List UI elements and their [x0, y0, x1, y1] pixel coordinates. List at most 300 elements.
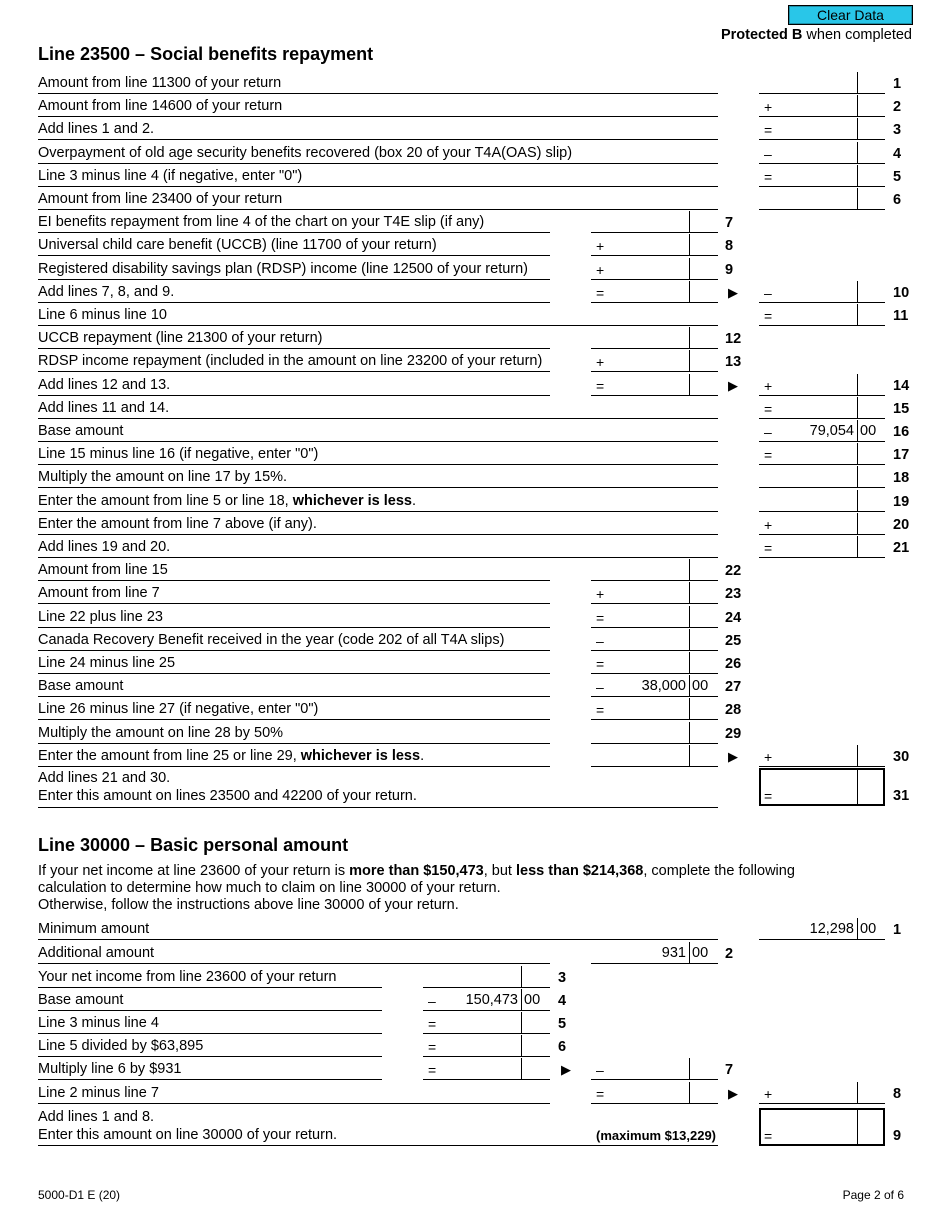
field-underline — [759, 209, 885, 210]
line-30-row-carry-field[interactable] — [759, 745, 885, 767]
field-underline — [591, 1079, 718, 1080]
label-underline — [38, 139, 718, 140]
line-15-row-amount-field[interactable] — [759, 397, 885, 419]
line-13-row-amount-field[interactable] — [591, 350, 718, 372]
line-number: 3 — [893, 122, 902, 138]
line-number: 7 — [725, 1062, 734, 1078]
row-label: Base amount — [38, 678, 124, 694]
cents-divider — [689, 722, 690, 743]
line-number: 2 — [893, 99, 902, 115]
operator-sign: – — [764, 424, 772, 440]
row-label: EI benefits repayment from line 4 of the chart on your T4E slip (if any) — [38, 214, 485, 230]
operator-sign: – — [596, 679, 604, 695]
operator-sign: – — [428, 993, 436, 1009]
cents-divider — [521, 989, 522, 1010]
row-label: Line 15 minus line 16 (if negative, enter "0") — [38, 446, 319, 462]
field-underline — [591, 696, 718, 697]
cents-divider — [689, 582, 690, 603]
cents-divider — [689, 652, 690, 673]
label-underline — [38, 1056, 382, 1057]
operator-sign: = — [764, 122, 773, 138]
row-label: Enter the amount from line 7 above (if any). — [38, 516, 317, 532]
label-emphasis: whichever is less — [300, 748, 421, 764]
field-underline — [591, 1103, 718, 1104]
field-underline — [759, 1103, 885, 1104]
bpa-line-3-row-amount-field[interactable] — [423, 966, 550, 988]
label-underline — [38, 766, 550, 767]
row-label: Add lines 12 and 13. — [38, 377, 171, 393]
line-number: 14 — [893, 378, 910, 394]
field-underline — [759, 116, 885, 117]
label-underline — [38, 441, 718, 442]
cents-divider — [857, 770, 858, 804]
field-underline — [591, 395, 718, 396]
cents-divider — [857, 142, 858, 163]
cents-divider — [857, 72, 858, 93]
field-underline — [759, 534, 885, 535]
cents-divider — [689, 745, 690, 766]
label-underline — [38, 580, 550, 581]
row-label: Line 3 minus line 4 (if negative, enter "0") — [38, 168, 303, 184]
cents-divider — [521, 966, 522, 987]
line-number: 21 — [893, 540, 910, 556]
label-part: Enter the amount from line 5 or line 18, — [38, 493, 293, 509]
label-underline — [38, 255, 550, 256]
cents-divider — [689, 374, 690, 395]
line-9-row-amount-field[interactable] — [591, 258, 718, 280]
line-5-row-amount-field[interactable] — [759, 165, 885, 187]
line-number: 5 — [558, 1016, 567, 1032]
field-underline — [591, 232, 718, 233]
operator-sign: = — [764, 540, 773, 556]
cents-divider — [857, 745, 858, 766]
label-underline — [38, 302, 550, 303]
row-label: Enter this amount on line 30000 of your return. — [38, 1127, 338, 1143]
line-14-row-carry-field[interactable] — [759, 374, 885, 396]
row-label: Amount from line 11300 of your return — [38, 75, 282, 91]
row-label: Line 3 minus line 4 — [38, 1015, 159, 1031]
amount-dollars: 150,473 — [465, 992, 518, 1008]
amount-dollars: 79,054 — [809, 423, 854, 439]
cents-divider — [521, 1058, 522, 1079]
field-underline — [759, 557, 885, 558]
amount-cents: 00 — [860, 921, 877, 937]
operator-sign: = — [596, 1086, 605, 1102]
bpa-line-8-row-amount-field[interactable] — [591, 1082, 718, 1104]
cents-divider — [689, 629, 690, 650]
operator-sign: = — [764, 308, 773, 324]
label-underline — [38, 487, 718, 488]
line-1-row-amount-field[interactable] — [759, 72, 885, 94]
label-underline — [38, 163, 718, 164]
line-number: 7 — [725, 215, 734, 231]
field-underline — [423, 1010, 550, 1011]
label-underline — [38, 627, 550, 628]
field-underline — [591, 963, 718, 964]
label-underline — [38, 348, 550, 349]
row-label: Add lines 1 and 8. — [38, 1109, 155, 1125]
row-label: Multiply the amount on line 28 by 50% — [38, 725, 284, 741]
field-underline — [759, 441, 885, 442]
field-underline — [759, 139, 885, 140]
operator-sign: = — [596, 285, 605, 301]
line-30-row-amount-field[interactable] — [591, 745, 718, 767]
bpa-line-8-row-carry-field[interactable] — [759, 1082, 885, 1104]
bpa-line-7-row-amount-field[interactable] — [423, 1058, 550, 1080]
cents-divider — [521, 1035, 522, 1056]
amount-dollars: 38,000 — [641, 678, 686, 694]
line-25-row-amount-field[interactable] — [591, 629, 718, 651]
operator-sign: = — [596, 610, 605, 626]
line-17-row-amount-field[interactable] — [759, 443, 885, 465]
label-underline — [38, 603, 550, 604]
row-label: Line 22 plus line 23 — [38, 609, 163, 625]
label-underline — [38, 464, 718, 465]
amount-cents: 00 — [692, 678, 709, 694]
row-label: Add lines 7, 8, and 9. — [38, 284, 175, 300]
field-underline — [759, 163, 885, 164]
line-14-row-amount-field[interactable] — [591, 374, 718, 396]
field-underline — [591, 673, 718, 674]
arrow-right-icon: ▶ — [561, 1062, 571, 1077]
line-number: 29 — [725, 726, 742, 742]
cents-divider — [689, 350, 690, 371]
line-number: 28 — [725, 702, 742, 718]
operator-sign: + — [596, 238, 605, 254]
clear-data-button[interactable]: Clear Data — [788, 5, 913, 25]
row-label: Multiply the amount on line 17 by 15%. — [38, 469, 288, 485]
label-underline — [38, 1033, 382, 1034]
row-label — [38, 747, 424, 765]
row-label: Line 24 minus line 25 — [38, 655, 176, 671]
line-28-row-amount-field[interactable] — [591, 698, 718, 720]
label-underline — [38, 1010, 382, 1011]
section-title-line-23500: Line 23500 – Social benefits repayment — [38, 44, 374, 64]
row-label: Amount from line 7 — [38, 585, 160, 601]
cents-divider — [521, 1012, 522, 1033]
line-number: 12 — [725, 331, 742, 347]
field-underline — [591, 348, 718, 349]
line-number: 30 — [893, 749, 910, 765]
line-6-row-amount-field[interactable] — [759, 188, 885, 210]
cents-divider — [857, 281, 858, 302]
cents-divider — [857, 420, 858, 441]
operator-sign: = — [596, 656, 605, 672]
line-31-total-field[interactable] — [759, 768, 885, 806]
line-18-row-amount-field[interactable] — [759, 466, 885, 488]
label-underline — [38, 939, 718, 940]
row-label: Amount from line 14600 of your return — [38, 98, 283, 114]
line-21-row-amount-field[interactable] — [759, 536, 885, 558]
line-number: 18 — [893, 470, 910, 486]
equals-sign: = — [764, 1128, 773, 1144]
cents-divider — [689, 327, 690, 348]
cents-divider — [689, 606, 690, 627]
form-id: 5000-D1 E (20) — [38, 1188, 121, 1202]
line-11-row-amount-field[interactable] — [759, 304, 885, 326]
arrow-right-icon: ▶ — [728, 749, 738, 764]
operator-sign: + — [764, 378, 773, 394]
row-label: Additional amount — [38, 945, 155, 961]
label-underline — [38, 650, 550, 651]
operator-sign: = — [428, 1016, 437, 1032]
field-underline — [759, 93, 885, 94]
bpa-line-7-row-carry-field[interactable] — [591, 1058, 718, 1080]
line-26-row-amount-field[interactable] — [591, 652, 718, 674]
label-underline — [38, 325, 718, 326]
cents-divider — [857, 536, 858, 557]
field-underline — [423, 987, 550, 988]
row-label: Universal child care benefit (UCCB) (line 11700 of your return) — [38, 237, 437, 253]
cents-divider — [689, 1058, 690, 1079]
cents-divider — [689, 211, 690, 232]
field-underline — [591, 371, 718, 372]
label-underline — [38, 1079, 382, 1080]
page-number: Page 2 of 6 — [842, 1188, 904, 1202]
label-underline — [38, 557, 718, 558]
line-number: 1 — [893, 922, 902, 938]
arrow-right-icon: ▶ — [728, 1086, 738, 1101]
label-underline — [38, 279, 550, 280]
label-underline — [38, 1103, 550, 1104]
field-underline — [591, 650, 718, 651]
label-underline — [38, 743, 550, 744]
operator-sign: – — [596, 633, 604, 649]
row-label: Base amount — [38, 423, 124, 439]
arrow-right-icon: ▶ — [728, 378, 738, 393]
field-underline — [591, 302, 718, 303]
label-underline — [38, 209, 718, 210]
operator-sign: + — [764, 517, 773, 533]
label-emphasis: whichever is less — [292, 493, 412, 509]
line-19-row-amount-field[interactable] — [759, 490, 885, 512]
operator-sign: + — [764, 1086, 773, 1102]
line-number: 15 — [893, 401, 910, 417]
line-number: 20 — [893, 517, 910, 533]
operator-sign: – — [596, 1062, 604, 1078]
row-label: Overpayment of old age security benefits recovered (box 20 of your T4A(OAS) slip) — [38, 145, 573, 161]
bpa-line-5-row-amount-field[interactable] — [423, 1012, 550, 1034]
row-label: Amount from line 15 — [38, 562, 168, 578]
line-2-row-amount-field[interactable] — [759, 95, 885, 117]
operator-sign: = — [428, 1039, 437, 1055]
row-label: Add lines 1 and 2. — [38, 121, 155, 137]
line-number: 22 — [725, 563, 742, 579]
field-underline — [591, 627, 718, 628]
line-number: 8 — [725, 238, 734, 254]
cents-divider — [857, 397, 858, 418]
field-underline — [423, 1056, 550, 1057]
cents-divider — [689, 942, 690, 963]
cents-divider — [689, 559, 690, 580]
line-number: 6 — [558, 1039, 567, 1055]
row-label: Line 6 minus line 10 — [38, 307, 167, 323]
label-underline — [38, 418, 718, 419]
field-underline — [591, 766, 718, 767]
line-number: 25 — [725, 633, 742, 649]
row-label: Minimum amount — [38, 921, 150, 937]
line-number: 3 — [558, 970, 567, 986]
row-label: Enter this amount on lines 23500 and 42200 of your return. — [38, 788, 417, 804]
line-number: 9 — [725, 262, 734, 278]
line-8-row-amount-field[interactable] — [591, 234, 718, 256]
operator-sign: = — [596, 702, 605, 718]
line-10-row-amount-field[interactable] — [591, 281, 718, 303]
row-label: RDSP income repayment (included in the amount on line 23200 of your return) — [38, 353, 543, 369]
operator-sign: + — [764, 749, 773, 765]
cents-divider — [857, 918, 858, 939]
label-underline — [38, 186, 718, 187]
line-number: 4 — [893, 146, 902, 162]
line-number: 24 — [725, 610, 742, 626]
label-part: . — [412, 493, 417, 509]
label-underline — [38, 232, 550, 233]
field-underline — [759, 395, 885, 396]
operator-sign: + — [596, 354, 605, 370]
line-number: 27 — [725, 679, 742, 695]
line-number: 5 — [893, 169, 902, 185]
cents-divider — [857, 304, 858, 325]
row-label: Registered disability savings plan (RDSP) income (line 12500 of your return) — [38, 261, 529, 277]
line-number: 13 — [725, 354, 742, 370]
row-label: Canada Recovery Benefit received in the year (code 202 of all T4A slips) — [38, 632, 505, 648]
row-label: Line 26 minus line 27 (if negative, enter "0") — [38, 701, 319, 717]
cents-divider — [689, 234, 690, 255]
cents-divider — [689, 1082, 690, 1103]
row-label: Line 5 divided by $63,895 — [38, 1038, 204, 1054]
bpa-line-6-row-amount-field[interactable] — [423, 1035, 550, 1057]
operator-sign: = — [428, 1062, 437, 1078]
line-number: 1 — [893, 76, 902, 92]
amount-dollars: 931 — [661, 945, 686, 961]
operator-sign: = — [764, 401, 773, 417]
cents-divider — [857, 443, 858, 464]
cents-divider — [857, 466, 858, 487]
label-underline — [38, 696, 550, 697]
label-underline — [38, 511, 718, 512]
line-3-row-amount-field[interactable] — [759, 118, 885, 140]
line-24-row-amount-field[interactable] — [591, 606, 718, 628]
field-underline — [591, 743, 718, 744]
operator-sign: – — [764, 146, 772, 162]
cents-divider — [857, 1082, 858, 1103]
line-number: 6 — [893, 192, 902, 208]
line-number: 23 — [725, 586, 742, 602]
line-number: 17 — [893, 447, 910, 463]
row-label: Add lines 21 and 30. — [38, 770, 171, 786]
field-underline — [759, 186, 885, 187]
line-number: 2 — [725, 946, 734, 962]
field-underline — [759, 939, 885, 940]
cents-divider — [857, 95, 858, 116]
field-underline — [759, 325, 885, 326]
field-underline — [759, 511, 885, 512]
line-12-row-amount-field[interactable] — [591, 327, 718, 349]
amount-cents: 00 — [692, 945, 709, 961]
operator-sign: = — [764, 169, 773, 185]
line-20-row-amount-field[interactable] — [759, 513, 885, 535]
line-29-row-amount-field[interactable] — [591, 722, 718, 744]
operator-sign: + — [596, 586, 605, 602]
label-underline — [38, 116, 718, 117]
label-underline — [38, 963, 550, 964]
field-underline — [591, 719, 718, 720]
field-underline — [591, 279, 718, 280]
operator-sign: + — [764, 99, 773, 115]
label-underline — [38, 1145, 718, 1146]
line-number: 8 — [893, 1086, 902, 1102]
line-number: 19 — [893, 494, 910, 510]
line-10-row-carry-field[interactable] — [759, 281, 885, 303]
field-underline — [591, 603, 718, 604]
label-underline — [38, 807, 718, 808]
cents-divider — [857, 1110, 858, 1144]
row-label: Line 2 minus line 7 — [38, 1085, 159, 1101]
field-underline — [759, 766, 885, 767]
field-underline — [423, 1033, 550, 1034]
label-underline — [38, 719, 550, 720]
operator-sign: = — [596, 378, 605, 394]
field-underline — [759, 302, 885, 303]
field-underline — [759, 418, 885, 419]
row-label: Add lines 19 and 20. — [38, 539, 171, 555]
line-number: 31 — [893, 788, 910, 804]
label-underline — [38, 534, 718, 535]
cents-divider — [857, 374, 858, 395]
maximum-note: (maximum $13,229) — [596, 1128, 716, 1143]
label-underline — [38, 371, 550, 372]
operator-sign: – — [764, 285, 772, 301]
amount-cents: 00 — [860, 423, 877, 439]
cents-divider — [857, 490, 858, 511]
line-7-row-amount-field[interactable] — [591, 211, 718, 233]
cents-divider — [857, 513, 858, 534]
cents-divider — [857, 118, 858, 139]
row-label: Your net income from line 23600 of your return — [38, 969, 337, 985]
label-part: Enter the amount from line 25 or line 29, — [38, 748, 301, 764]
row-label — [38, 492, 416, 510]
equals-sign: = — [764, 788, 773, 804]
line-number: 11 — [893, 308, 909, 324]
line-23-row-amount-field[interactable] — [591, 582, 718, 604]
line-9-total-field[interactable] — [759, 1108, 885, 1146]
line-number: 16 — [893, 424, 910, 440]
field-underline — [423, 1079, 550, 1080]
line-number: 9 — [893, 1128, 902, 1144]
amount-cents: 00 — [524, 992, 541, 1008]
field-underline — [591, 255, 718, 256]
operator-sign: = — [764, 447, 773, 463]
amount-dollars: 12,298 — [809, 921, 854, 937]
section-intro: If your net income at line 23600 of your return is more than $150,473, but less than $214,368, complete the following calculation to determine how much to claim on line 30000 of your return. Otherwise, follow the instructions above line 30000 of your return. — [38, 863, 795, 913]
line-number: 10 — [893, 285, 910, 301]
field-underline — [591, 580, 718, 581]
label-underline — [38, 93, 718, 94]
label-underline — [38, 987, 382, 988]
line-number: 4 — [558, 993, 567, 1009]
label-part: . — [420, 748, 425, 764]
cents-divider — [689, 258, 690, 279]
line-4-row-amount-field[interactable] — [759, 142, 885, 164]
protected-b-notice: Protected B when completed — [720, 27, 912, 43]
cents-divider — [689, 698, 690, 719]
line-22-row-amount-field[interactable] — [591, 559, 718, 581]
row-label: Amount from line 23400 of your return — [38, 191, 283, 207]
field-underline — [759, 464, 885, 465]
row-label: Add lines 11 and 14. — [38, 400, 170, 416]
field-underline — [759, 487, 885, 488]
cents-divider — [689, 675, 690, 696]
